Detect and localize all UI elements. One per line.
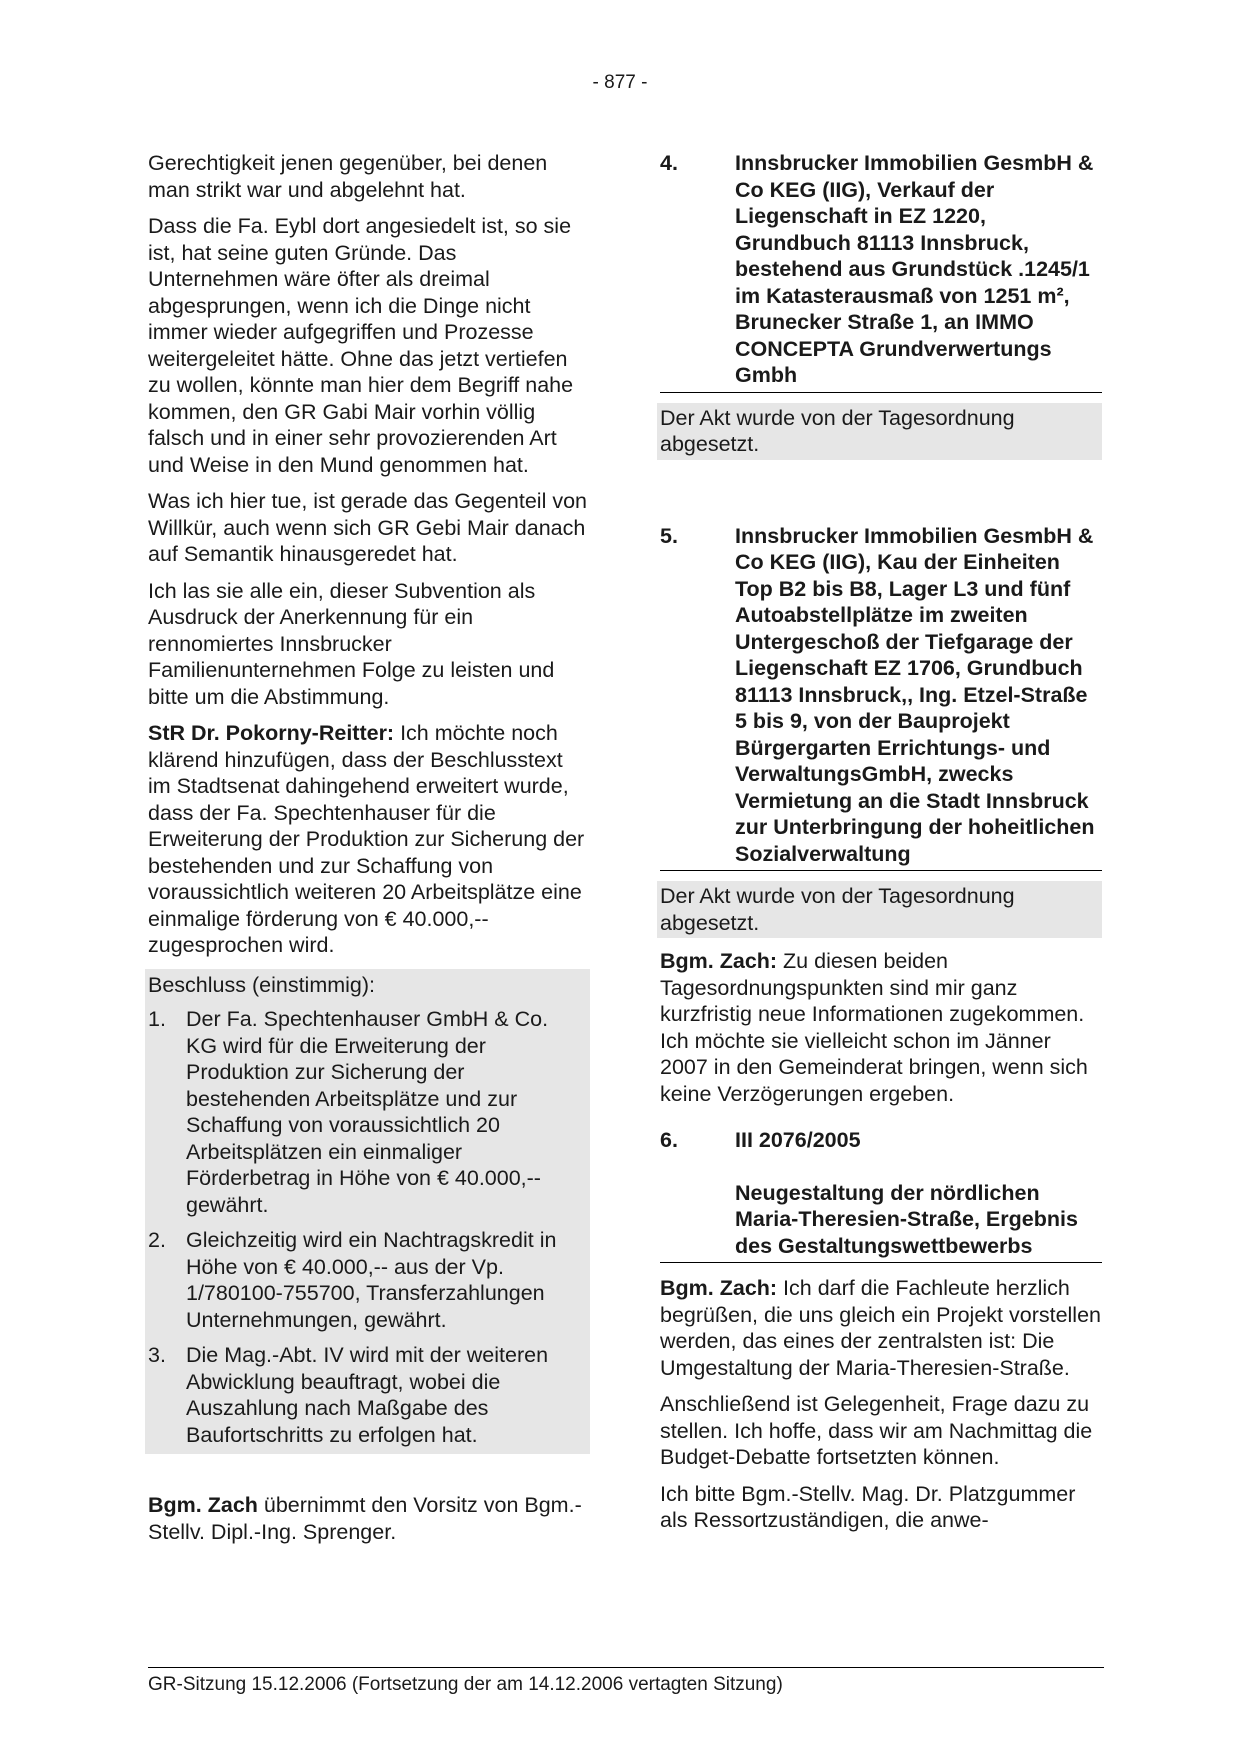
speaker-paragraph [660, 948, 1102, 1107]
item-number: 1. [148, 1007, 166, 1031]
item-number: 2. [148, 1228, 166, 1252]
agenda-item-5 [660, 523, 1102, 872]
agenda-note: Der Akt wurde von der Tagesordnung abgesetzt. [657, 881, 1102, 938]
agenda-item-4 [660, 150, 1102, 393]
footer-divider [148, 1667, 1104, 1668]
speaker-name: Bgm. Zach: [660, 1276, 778, 1300]
paragraph: Ich bitte Bgm.-Stellv. Mag. Dr. Platzgummer als Ressortzuständigen, die anwe- [660, 1481, 1076, 1532]
resolution-title: Beschluss (einstimmig): [148, 972, 375, 997]
resolution-box [145, 969, 590, 1455]
left-column [148, 150, 590, 1555]
agenda-number: 6. [660, 1128, 678, 1152]
resolution-item [148, 1006, 580, 1218]
paragraph: Anschließend ist Gelegenheit, Frage dazu zu stellen. Ich hoffe, dass wir am Nachmittag die Budget-Debatte fortsetzten können. [660, 1392, 1093, 1469]
item-text: Die Mag.-Abt. IV wird mit der weiteren Abwicklung beauftragt, wobei die Auszahlung nach Maßgabe des Baufortschritts zu erfolgen hat. [186, 1343, 549, 1447]
right-column [660, 150, 1102, 1544]
agenda-title: Innsbrucker Immobilien GesmbH & Co KEG (IIG), Verkauf der Liegenschaft in EZ 1220, Grundbuch 81113 Innsbruck, bestehend aus Grundstück .1245/1 im Katasterausmaß von 1251 m², Brunecker Straße 1, an IMMO CONCEPTA Grundverwertungs Gmbh [735, 151, 1094, 387]
speaker-text: Zu diesen beiden Tagesordnungspunkten sind mir ganz kurzfristig neue Informationen zugekommen. Ich möchte sie vielleicht schon im Jänner 2007 in den Gemeinderat bringen, wenn sich keine Verzögerungen ergeben. [660, 949, 1088, 1106]
resolution-item [148, 1342, 580, 1448]
item-text: Gleichzeitig wird ein Nachtragskredit in Höhe von € 40.000,-- aus der Vp. 1/780100-755700, Transferzahlungen Unternehmungen, gewährt. [186, 1228, 557, 1332]
agenda-item-6-title [660, 1180, 1102, 1264]
speaker-name: Bgm. Zach [148, 1493, 258, 1517]
agenda-note: Der Akt wurde von der Tagesordnung abgesetzt. [657, 403, 1102, 460]
speaker-name: StR Dr. Pokorny-Reitter: [148, 721, 395, 745]
item-text: Der Fa. Spechtenhauser GmbH & Co. KG wird für die Erweiterung der Produktion zur Sicherung der bestehenden Arbeitsplätze und zur Schaffung von voraussichtlich 20 Arbeitsplätzen ein einmaliger Förderbetrag in Höhe von € 40.000,-- gewährt. [186, 1007, 549, 1217]
agenda-reference: III 2076/2005 [735, 1128, 861, 1152]
paragraph: Gerechtigkeit jenen gegenüber, bei denen man strikt war und abgelehnt hat. [148, 151, 548, 202]
agenda-item-6 [660, 1127, 1102, 1154]
speaker-paragraph [660, 1275, 1102, 1381]
paragraph: Was ich hier tue, ist gerade das Gegenteil von Willkür, auch wenn sich GR Gebi Mair danach auf Semantik hinausgeredet hat. [148, 489, 587, 566]
speaker-text: Ich darf die Fachleute herzlich begrüßen, die uns gleich ein Projekt vorstellen werden, das eines der zentralsten ist: Die Umgestaltung der Maria-Theresien-Straße. [660, 1276, 1102, 1380]
paragraph: Dass die Fa. Eybl dort angesiedelt ist, so sie ist, hat seine guten Gründe. Das Unternehmen wäre öfter als dreimal abgesprungen, wenn ich die Dinge nicht immer wieder aufgegriffen und Prozesse weitergeleitet hätte. Ohne das jetzt vertiefen zu wollen, könnte man hier dem Begriff nahe kommen, den GR Gabi Mair vorhin völlig falsch und in einer sehr provozierenden Art und Weise in den Mund genommen hat. [148, 214, 574, 477]
item-number: 3. [148, 1343, 166, 1367]
agenda-title: Neugestaltung der nördlichen Maria-Theresien-Straße, Ergebnis des Gestaltungswettbewerbs [735, 1180, 1078, 1258]
resolution-item [148, 1227, 580, 1333]
page-number: - 877 - [592, 72, 648, 93]
speaker-paragraph [148, 720, 590, 959]
paragraph: Ich las sie alle ein, dieser Subvention als Ausdruck der Anerkennung für ein rennomiertes Innsbrucker Familienunternehmen Folge zu leisten und bitte um die Abstimmung. [148, 578, 555, 709]
speaker-name: Bgm. Zach: [660, 949, 778, 973]
speaker-text: Ich möchte noch klärend hinzufügen, dass der Beschlusstext im Stadtsenat dahingehend erweitert wurde, dass der Fa. Spechtenhauser für die Erweiterung der Produktion zur Sicherung der bestehenden und zur Schaffung von voraussichtlich weiteren 20 Arbeitsplätze eine einmalige förderung von € 40.000,-- zugesprochen wird. [148, 721, 585, 957]
speaker-text: übernimmt den Vorsitz von Bgm.-Stellv. Dipl.-Ing. Sprenger. [148, 1493, 582, 1544]
agenda-title: Innsbrucker Immobilien GesmbH & Co KEG (IIG), Kau der Einheiten Top B2 bis B8, Lager L3 und fünf Autoabstellplätze im zweiten Untergeschoß der Tiefgarage der Liegenschaft EZ 1706, Grundbuch 81113 Innsbruck,, Ing. Etzel-Straße 5 bis 9, von der Bauprojekt Bürgergarten Errichtungs- und VerwaltungsGmbH, zwecks Vermietung an die Stadt Innsbruck zur Unterbringung der hoheitlichen Sozialverwaltung [735, 523, 1095, 866]
footer: GR-Sitzung 15.12.2006 (Fortsetzung der am 14.12.2006 vertagten Sitzung) [148, 1674, 783, 1695]
speaker-paragraph [148, 1492, 590, 1545]
agenda-number: 5. [660, 523, 678, 548]
agenda-number: 4. [660, 151, 678, 175]
